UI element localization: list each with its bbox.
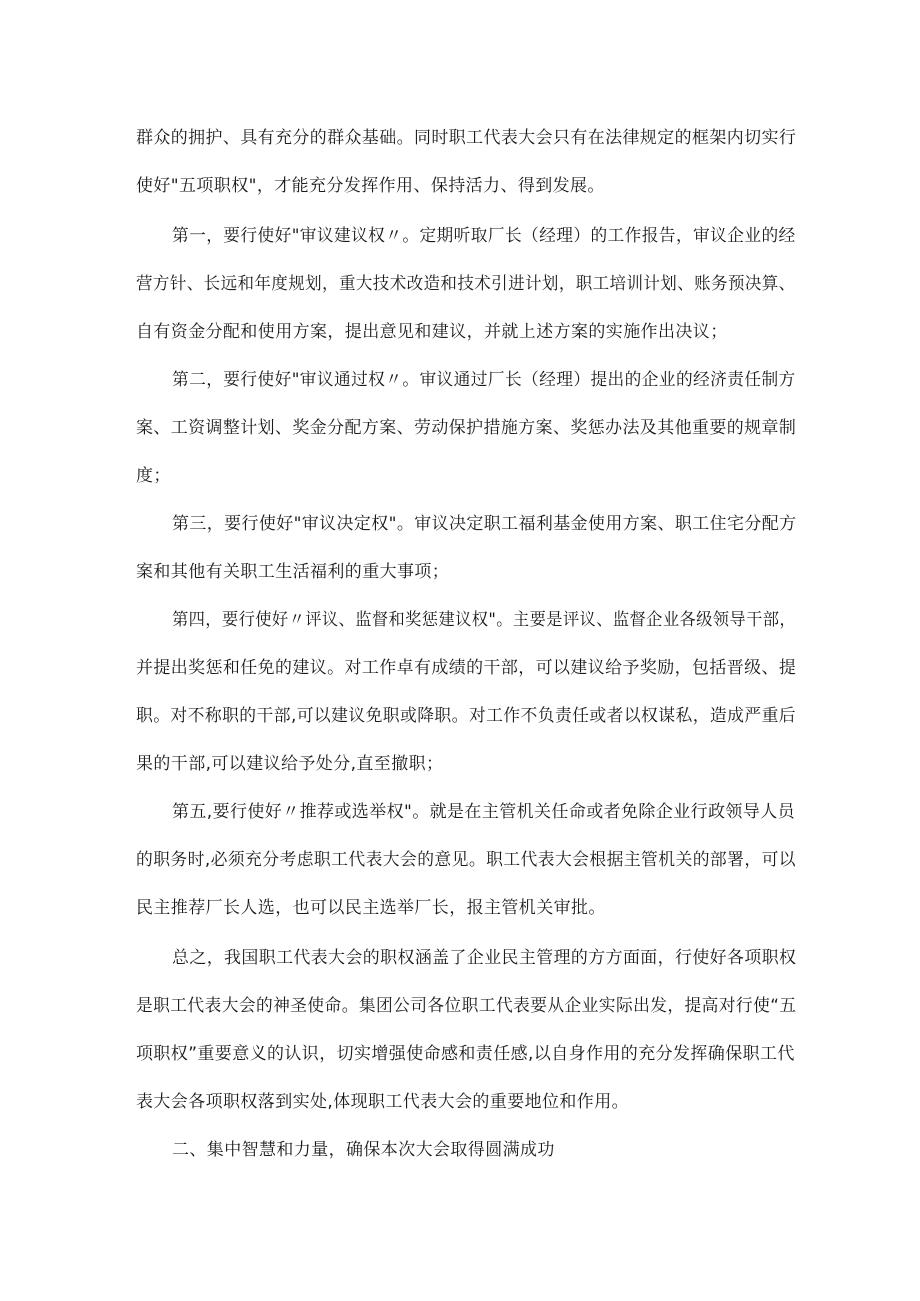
text-line: 项职权”重要意义的认识，切实增强使命感和责任感,以自身作用的充分发挥确保职工代 [136, 1044, 795, 1064]
text-line: 案和其他有关职工生活福利的重大事项； [136, 562, 450, 582]
paragraph-first-line: 第二，要行使好"审议通过权〃。审议通过厂长（经理）提出的企业的经济责任制方 [172, 370, 796, 390]
text-line: 营方针、长远和年度规划，重大技术改造和技术引进计划，职工培训计划、账务预决算、 [136, 274, 796, 294]
text-line: 表大会各项职权落到实处,体现职工代表大会的重要地位和作用。 [136, 1092, 630, 1112]
paragraph-first-line: 第三，要行使好"审议决定权"。审议决定职工福利基金使用方案、职工住宅分配方 [172, 514, 797, 534]
text-line: 度； [136, 466, 171, 486]
section-heading: 二、集中智慧和力量，确保本次大会取得圆满成功 [172, 1140, 555, 1160]
text-line: 果的干部,可以建议给予处分,直至撤职； [136, 754, 444, 774]
text-line: 案、工资调整计划、奖金分配方案、劳动保护措施方案、奖惩办法及其他重要的规章制 [136, 418, 797, 438]
text-line: 民主推荐厂长人选，也可以民主选举厂长，报主管机关审批。 [136, 898, 606, 918]
paragraph-first-line: 第一，要行使好"审议建议权〃。定期听取厂长（经理）的工作报告，审议企业的经 [172, 226, 796, 246]
text-line: 职。对不称职的干部,可以建议免职或降职。对工作不负责任或者以权谋私，造成严重后 [136, 706, 797, 726]
text-line: 使好"五项职权"，才能充分发挥作用、保持活力、得到发展。 [136, 176, 605, 196]
text-line: 并提出奖惩和任免的建议。对工作卓有成绩的干部，可以建议给予奖励，包括晋级、提 [136, 658, 797, 678]
text-line: 的职务时,必须充分考虑职工代表大会的意见。职工代表大会根据主管机关的部署，可以 [136, 850, 797, 870]
paragraph-first-line: 第四，要行使好〃评议、监督和奖惩建议权"。主要是评议、监督企业各级领导干部， [172, 610, 797, 630]
paragraph-first-line: 第五,要行使好〃推荐或选举权"。就是在主管机关任命或者免除企业行政领导人员 [172, 802, 796, 822]
text-line: 自有资金分配和使用方案，提出意见和建议，并就上述方案的实施作出决议； [136, 322, 728, 342]
text-line: 群众的拥护、具有充分的群众基础。同时职工代表大会只有在法律规定的框架内切实行 [136, 128, 797, 148]
text-line: 是职工代表大会的神圣使命。集团公司各位职工代表要从企业实际出发，提高对行使“五 [136, 996, 797, 1016]
paragraph-first-line: 总之，我国职工代表大会的职权涵盖了企业民主管理的方方面面，行使好各项职权 [172, 948, 797, 968]
